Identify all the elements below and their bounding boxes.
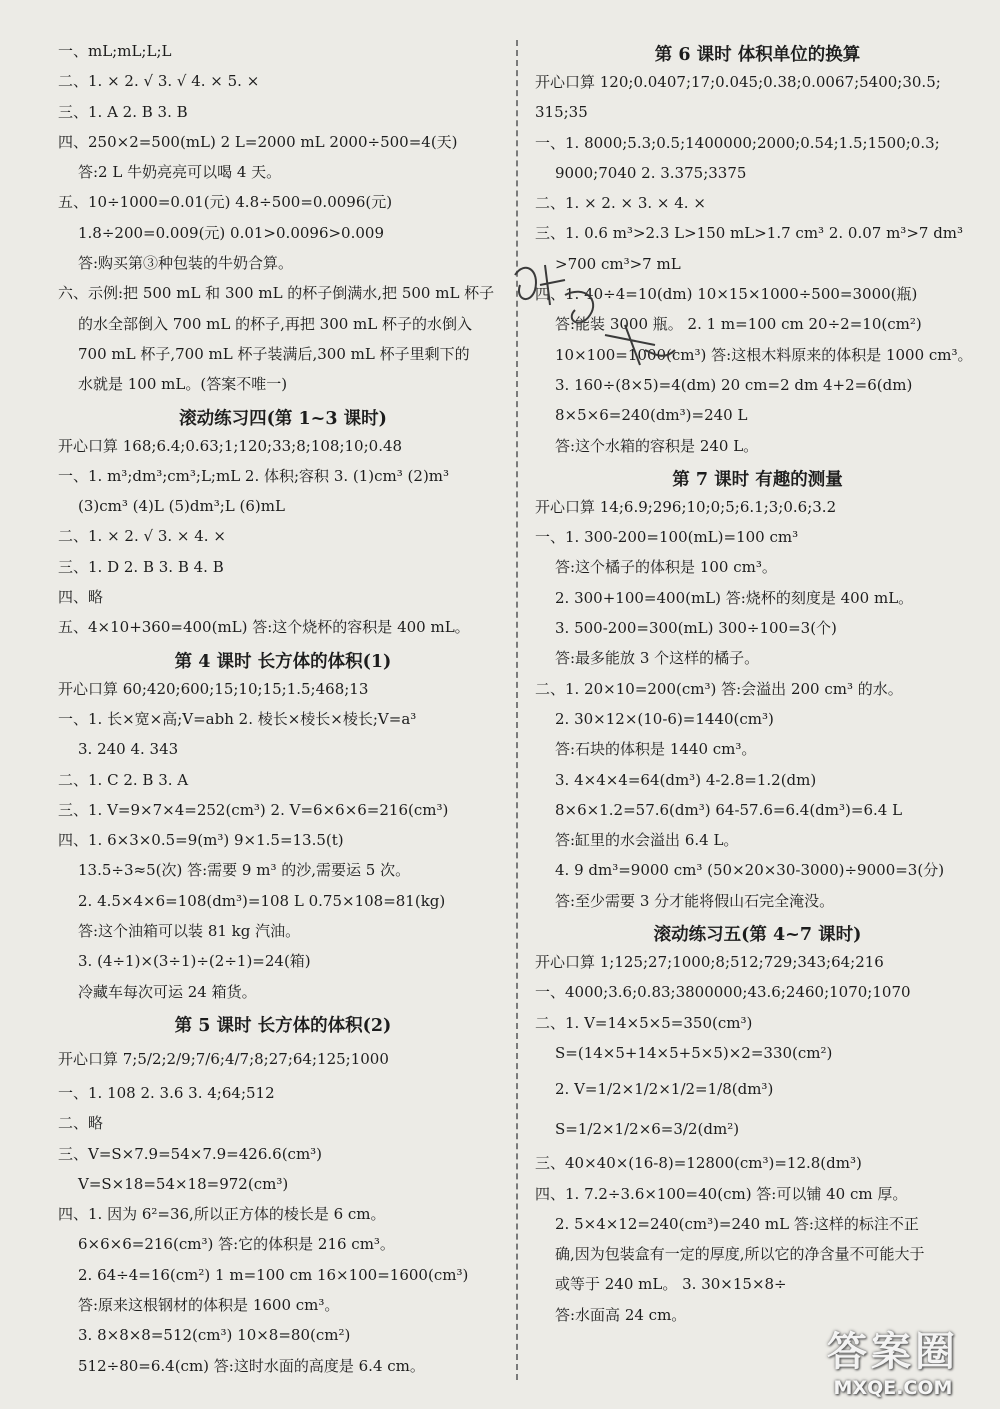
answer-line: 四、略 (58, 588, 104, 607)
right-column (535, 40, 980, 1334)
answer-line: 2. V=1/2×1/2×1/2=1/8(dm³) (555, 1080, 774, 1099)
answer-line: 开心口算 1;125;27;1000;8;512;729;343;64;216 (535, 953, 884, 972)
answer-line: 2. 64÷4=16(cm²) 1 m=100 cm 16×100=1600(cm³) (78, 1265, 469, 1284)
answer-line: 答:这个油箱可以装 81 kg 汽油。 (78, 922, 301, 941)
answer-line: 三、1. A 2. B 3. B (58, 102, 188, 121)
answer-line: 3. 240 4. 343 (78, 740, 179, 759)
answer-line: 水就是 100 mL。(答案不唯一) (78, 375, 288, 394)
watermark-logo: 答案圈 (827, 1328, 959, 1375)
answer-line: 四、1. 7.2÷3.6×100=40(cm) 答:可以铺 40 cm 厚。 (535, 1184, 908, 1203)
answer-line: 答:能装 3000 瓶。 2. 1 m=100 cm 20÷2=10(cm²) (555, 315, 922, 334)
section-heading: 滚动练习五(第 4~7 课时) (653, 925, 862, 946)
answer-line: 2. 30×12×(10-6)=1440(cm³) (555, 709, 774, 728)
answer-line: >700 cm³>7 mL (555, 254, 681, 273)
answer-line: 3. 160÷(8×5)=4(dm) 20 cm=2 dm 4+2=6(dm) (555, 375, 913, 394)
answer-line: 答:水面高 24 cm。 (555, 1305, 687, 1324)
answer-line: 二、1. × 2. √ 3. × 4. × (58, 527, 226, 546)
answer-line: 二、1. × 2. √ 3. √ 4. × 5. × (58, 72, 260, 91)
answer-line: 6×6×6=216(cm³) 答:它的体积是 216 cm³。 (78, 1235, 395, 1254)
answer-line: 8×5×6=240(dm³)=240 L (555, 406, 748, 425)
answer-line: 2. 300+100=400(mL) 答:烧杯的刻度是 400 mL。 (555, 588, 914, 607)
watermark-url: MXQE.COM (833, 1376, 953, 1399)
answer-line: 一、1. m³;dm³;cm³;L;mL 2. 体积;容积 3. (1)cm³ (2)m³ (58, 466, 450, 485)
answer-line: 答:购买第③种包装的牛奶合算。 (78, 254, 294, 273)
answer-line: 3. 8×8×8=512(cm³) 10×8=80(cm²) (78, 1326, 351, 1345)
answer-line: 的水全部倒入 700 mL 的杯子,再把 300 mL 杯子的水倒入 (78, 314, 473, 333)
answer-line: 三、1. D 2. B 3. B 4. B (58, 557, 224, 576)
answer-line: 四、1. 6×3×0.5=9(m³) 9×1.5=13.5(t) (58, 831, 344, 850)
answer-line: 二、略 (58, 1114, 104, 1133)
section-heading: 第 5 课时 长方体的体积(2) (174, 1015, 392, 1036)
answer-line: 10×100=1000(cm³) 答:这根木料原来的体积是 1000 cm³。 (555, 345, 973, 364)
answer-line: V=S×18=54×18=972(cm³) (78, 1174, 289, 1193)
section-heading: 第 7 课时 有趣的测量 (672, 469, 843, 490)
answer-line: S=1/2×1/2×6=3/2(dm²) (555, 1120, 740, 1139)
answer-line: 或等于 240 mL。 3. 30×15×8÷ (555, 1275, 787, 1294)
answer-line: 一、1. 300-200=100(mL)=100 cm³ (535, 528, 799, 547)
answer-line: 二、1. 20×10=200(cm³) 答:会溢出 200 cm³ 的水。 (535, 679, 903, 698)
answer-line: 512÷80=6.4(cm) 答:这时水面的高度是 6.4 cm。 (78, 1356, 425, 1375)
section-heading: 第 6 课时 体积单位的换算 (654, 45, 861, 65)
answer-line: 二、1. C 2. B 3. A (58, 770, 189, 789)
answer-line: 开心口算 60;420;600;15;10;15;1.5;468;13 (58, 679, 369, 698)
answer-line: 3. 4×4×4=64(dm³) 4-2.8=1.2(dm) (555, 770, 817, 789)
answer-line: 四、1. 因为 6²=36,所以正方体的棱长是 6 cm。 (58, 1205, 386, 1224)
answer-line: 六、示例:把 500 mL 和 300 mL 的杯子倒满水,把 500 mL 杯子 (58, 284, 495, 303)
answer-line: 一、1. 长×宽×高;V=abh 2. 棱长×棱长×棱长;V=a³ (58, 709, 417, 728)
answer-line: 1.8÷200=0.009(元) 0.01>0.0096>0.009 (78, 223, 384, 242)
answer-line: 13.5÷3≈5(次) 答:需要 9 m³ 的沙,需要运 5 次。 (78, 861, 411, 880)
answer-line: 开心口算 120;0.0407;17;0.045;0.38;0.0067;5400;30.5; (535, 73, 941, 91)
answer-line: 2. 5×4×12=240(cm³)=240 mL 答:这样的标注不正 (555, 1214, 919, 1233)
answer-line: 三、1. V=9×7×4=252(cm³) 2. V=6×6×6=216(cm³) (58, 800, 449, 819)
answer-line: 开心口算 14;6.9;296;10;0;5;6.1;3;0.6;3.2 (535, 497, 837, 516)
answer-line: 五、4×10+360=400(mL) 答:这个烧杯的容积是 400 mL。 (58, 618, 470, 637)
answer-line: 答:2 L 牛奶亮亮可以喝 4 天。 (78, 163, 282, 182)
answer-line: 3. (4÷1)×(3÷1)÷(2÷1)=24(箱) (78, 952, 311, 971)
answer-line: 确,因为包装盒有一定的厚度,所以它的净含量不可能大于 (555, 1245, 925, 1264)
answer-line: 答:这个水箱的容积是 240 L。 (555, 436, 759, 455)
answer-line: 一、mL;mL;L;L (58, 42, 172, 60)
answer-line: 315;35 (535, 103, 588, 122)
answer-line: 二、1. × 2. × 3. × 4. × (535, 194, 706, 213)
answer-line: 答:石块的体积是 1440 cm³。 (555, 740, 757, 759)
answer-line: 9000;7040 2. 3.375;3375 (555, 163, 747, 182)
left-column (58, 40, 508, 1385)
answer-line: 三、40×40×(16-8)=12800(cm³)=12.8(dm³) (535, 1154, 862, 1173)
answer-line: S=(14×5+14×5+5×5)×2=330(cm²) (555, 1043, 833, 1062)
answer-line: 答:原来这根钢材的体积是 1600 cm³。 (78, 1295, 340, 1314)
answer-line: 答:至少需要 3 分才能将假山石完全淹没。 (555, 891, 835, 910)
answer-line: 3. 500-200=300(mL) 300÷100=3(个) (555, 619, 837, 638)
answer-line: 四、250×2=500(mL) 2 L=2000 mL 2000÷500=4(天) (58, 132, 458, 151)
watermark (798, 1319, 988, 1399)
section-heading: 滚动练习四(第 1~3 课时) (179, 408, 387, 429)
answer-line: 答:缸里的水会溢出 6.4 L。 (555, 831, 739, 850)
answer-line: 冷藏车每次可运 24 箱货。 (78, 982, 257, 1001)
answer-line: 700 mL 杯子,700 mL 杯子装满后,300 mL 杯子里剩下的 (78, 344, 470, 363)
answer-line: 二、1. V=14×5×5=350(cm³) (535, 1013, 753, 1032)
answer-line: (3)cm³ (4)L (5)dm³;L (6)mL (78, 497, 285, 516)
answer-line: 2. 4.5×4×6=108(dm³)=108 L 0.75×108=81(kg) (78, 891, 446, 910)
answer-line: 一、1. 108 2. 3.6 3. 4;64;512 (58, 1083, 275, 1102)
answer-line: 答:最多能放 3 个这样的橘子。 (555, 649, 760, 668)
answer-line: 4. 9 dm³=9000 cm³ (50×20×30-3000)÷9000=3(分) (555, 861, 945, 880)
answer-line: 开心口算 7;5/2;2/9;7/6;4/7;8;27;64;125;1000 (58, 1049, 389, 1068)
answer-line: 8×6×1.2=57.6(dm³) 64-57.6=6.4(dm³)=6.4 L (555, 800, 903, 819)
answer-line: 答:这个橘子的体积是 100 cm³。 (555, 558, 777, 577)
answer-line: 三、V=S×7.9=54×7.9=426.6(cm³) (58, 1144, 323, 1163)
answer-line: 三、1. 0.6 m³>2.3 L>150 mL>1.7 cm³ 2. 0.07 m³>7 dm³ (535, 224, 964, 243)
section-heading: 第 4 课时 长方体的体积(1) (174, 651, 392, 672)
column-divider (516, 40, 518, 1380)
answer-line: 一、1. 8000;5.3;0.5;1400000;2000;0.54;1.5;1500;0.3; (535, 133, 940, 152)
answer-line: 五、10÷1000=0.01(元) 4.8÷500=0.0096(元) (58, 193, 393, 212)
answer-line: 四、1. 40÷4=10(dm) 10×15×1000÷500=3000(瓶) (535, 285, 918, 304)
answer-line: 一、4000;3.6;0.83;3800000;43.6;2460;1070;1070 (535, 983, 911, 1002)
answer-line: 开心口算 168;6.4;0.63;1;120;33;8;108;10;0.48 (58, 436, 403, 455)
